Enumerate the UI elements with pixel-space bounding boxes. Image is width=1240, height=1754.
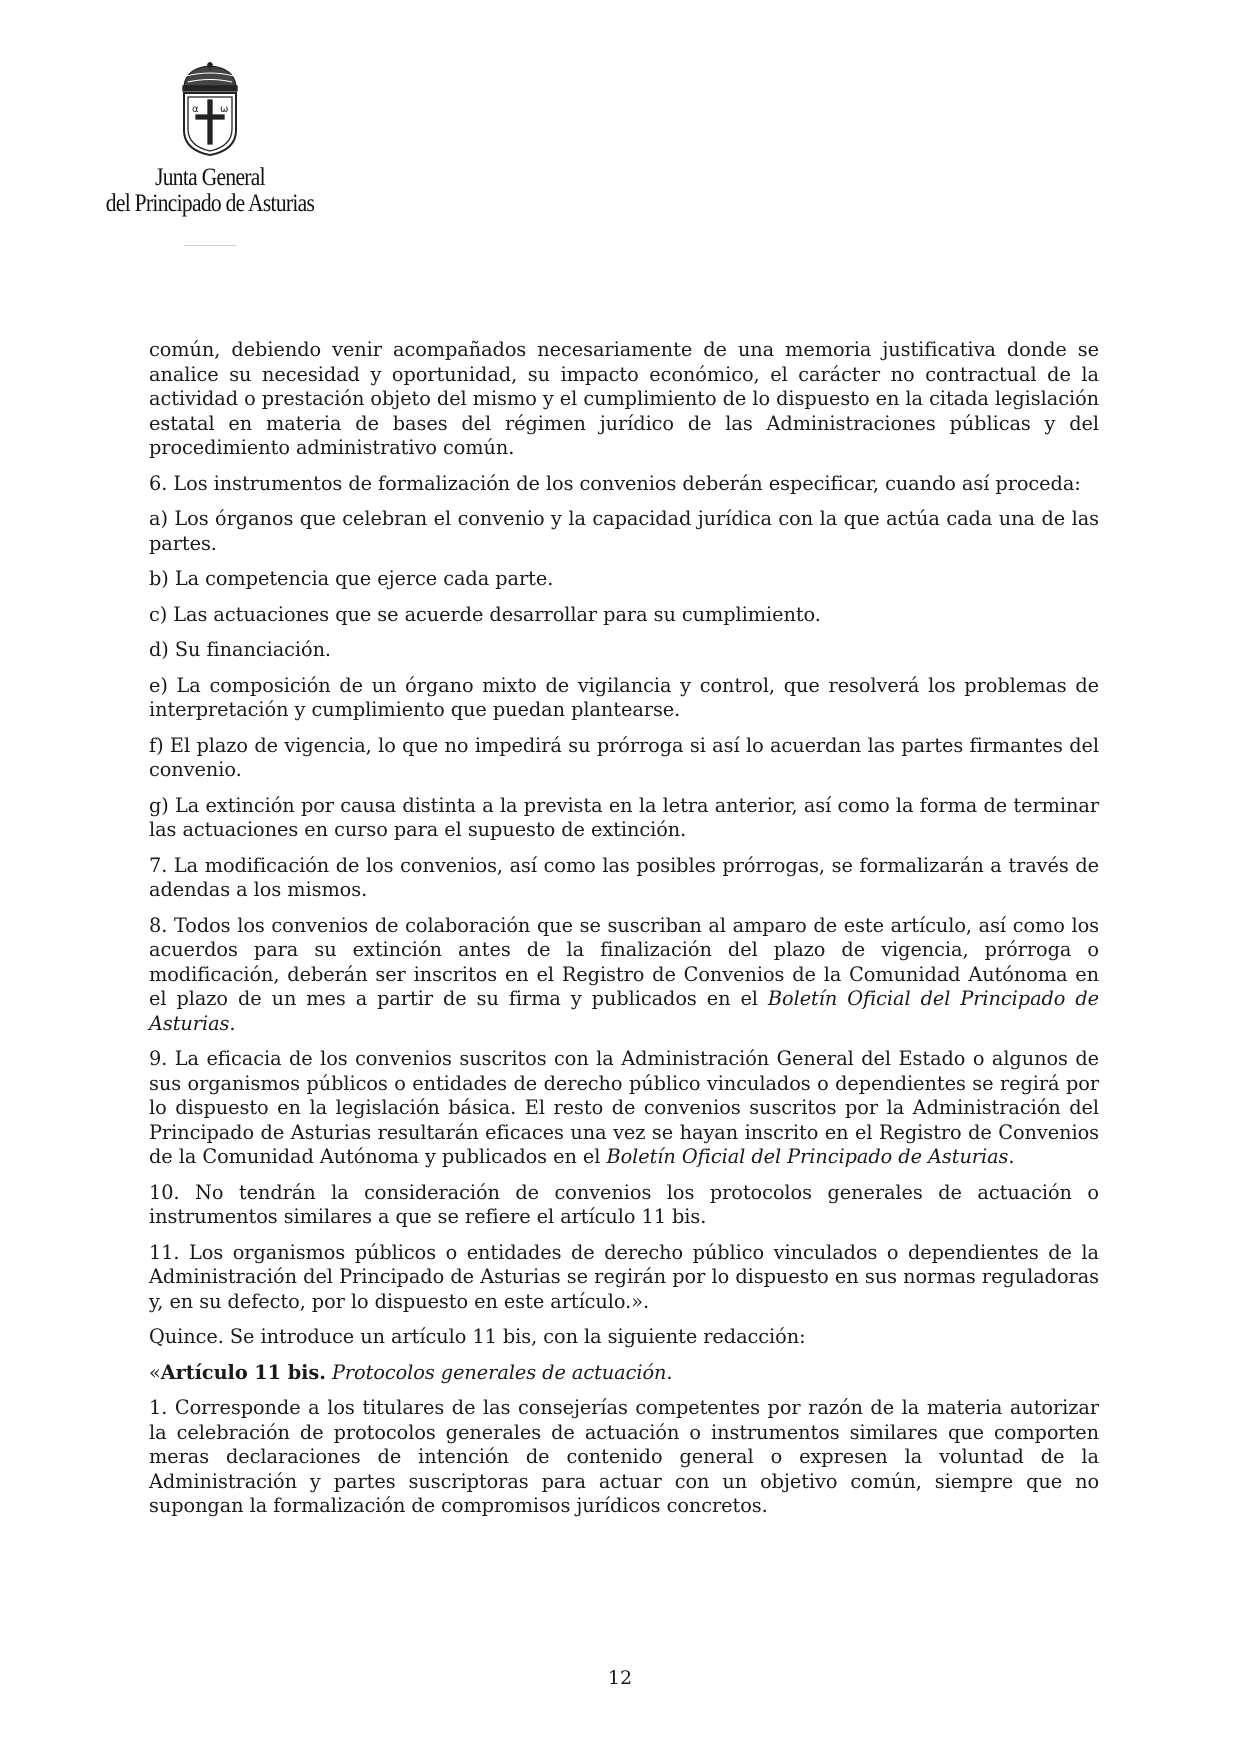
- svg-text:ω: ω: [220, 104, 229, 115]
- paragraph-intro: común, debiendo venir acompañados necesariamente de una memoria justificativa donde se analice su necesidad y oportunidad, su impacto económico, el carácter no contractual de la actividad o prestación objeto del mismo y el cumplimiento de lo dispuesto en la citada legislación estatal en materia de bases del régimen jurídico de las Administraciones públicas y del procedimiento administrativo común.: [149, 338, 1099, 459]
- paragraph-item-9-text: 9. La eficacia de los convenios suscritos con la Administración General del Estado o algunos de sus organismos públicos o entidades de derecho público vinculados o dependientes se regirá por lo dispuesto en la legislación básica. El resto de convenios suscritos por la Administración del Principado de Asturias resultarán eficaces una vez se hayan inscrito en el Registro de Convenios de la Comunidad Autónoma y publicados en el: [149, 1047, 1099, 1168]
- paragraph-item-e: e) La composición de un órgano mixto de vigilancia y control, que resolverá los problemas de interpretación y cumplimiento que puedan plantearse.: [149, 673, 1099, 721]
- article-open-quote: «: [149, 1360, 161, 1384]
- paragraph-item-9: [149, 1047, 1099, 1170]
- bulletin-title: Boletín Oficial del Principado de Asturias: [149, 987, 1099, 1035]
- paragraph-item-8-text: 8. Todos los convenios de colaboración que se suscriban al amparo de este artículo, así como los acuerdos para su extinción antes de la finalización del plazo de vigencia, prórroga o modificación, deberán ser inscritos en el Registro de Convenios de la Comunidad Autónoma en el plazo de un mes a partir de su firma y publicados en el: [149, 913, 1099, 1010]
- paragraph-article-item-1: 1. Corresponde a los titulares de las consejerías competentes por razón de la materia autorizar la celebración de protocolos generales de actuación o instrumentos similares que comporten meras declaraciones de intención de contenido general o expresen la voluntad de la Administración y partes suscriptoras para actuar con un objetivo común, siempre que no supongan la formalización de compromisos jurídicos concretos.: [149, 1396, 1099, 1517]
- paragraph-item-g: g) La extinción por causa distinta a la prevista en la letra anterior, así como la forma de terminar las actuaciones en curso para el supuesto de extinción.: [149, 793, 1099, 841]
- paragraph-item-11: 11. Los organismos públicos o entidades de derecho público vinculados o dependientes de la Administración del Principado de Asturias se regirán por lo dispuesto en sus normas reguladoras y, en su defecto, por lo dispuesto en este artículo.».: [149, 1240, 1099, 1313]
- page-number: 12: [607, 1667, 633, 1689]
- paragraph-item-10: 10. No tendrán la consideración de convenios los protocolos generales de actuación o instrumentos similares a que se refiere el artículo 11 bis.: [149, 1180, 1099, 1228]
- paragraph-quince: Quince. Se introduce un artículo 11 bis, con la siguiente redacción:: [149, 1325, 806, 1348]
- paragraph-item-9-end: .: [1008, 1145, 1015, 1168]
- bulletin-title: Boletín Oficial del Principado de Asturias: [606, 1145, 1009, 1168]
- article-title: Protocolos generales de actuación.: [331, 1360, 673, 1384]
- svg-text:α: α: [192, 104, 199, 115]
- paragraph-item-6: 6. Los instrumentos de formalización de los convenios deberán especificar, cuando así proceda:: [149, 471, 1081, 495]
- paragraph-item-d: d) Su financiación.: [149, 638, 332, 661]
- paragraph-item-a: a) Los órganos que celebran el convenio y la capacidad jurídica con la que actúa cada una de las partes.: [149, 507, 1099, 555]
- paragraph-item-c: c) Las actuaciones que se acuerde desarrollar para su cumplimiento.: [149, 602, 821, 626]
- paragraph-item-8: [149, 914, 1099, 1037]
- article-heading: [149, 1361, 1099, 1386]
- institution-name-line1: Junta General: [155, 164, 265, 191]
- paragraph-item-b: b) La competencia que ejerce cada parte.: [149, 567, 554, 590]
- institution-name-line2: del Principado de Asturias: [105, 190, 315, 217]
- article-number: Artículo 11 bis.: [160, 1360, 326, 1384]
- header-divider: [184, 245, 236, 246]
- paragraph-item-f: f) El plazo de vigencia, lo que no impedirá su prórroga si así lo acuerdan las partes firmantes del convenio.: [149, 733, 1099, 781]
- coat-of-arms-logo: [170, 62, 250, 157]
- document-body: [149, 338, 1099, 1530]
- letterhead: [80, 62, 340, 246]
- paragraph-item-8-end: .: [229, 1011, 236, 1035]
- paragraph-item-7: 7. La modificación de los convenios, así como las posibles prórrogas, se formalizarán a través de adendas a los mismos.: [149, 853, 1099, 901]
